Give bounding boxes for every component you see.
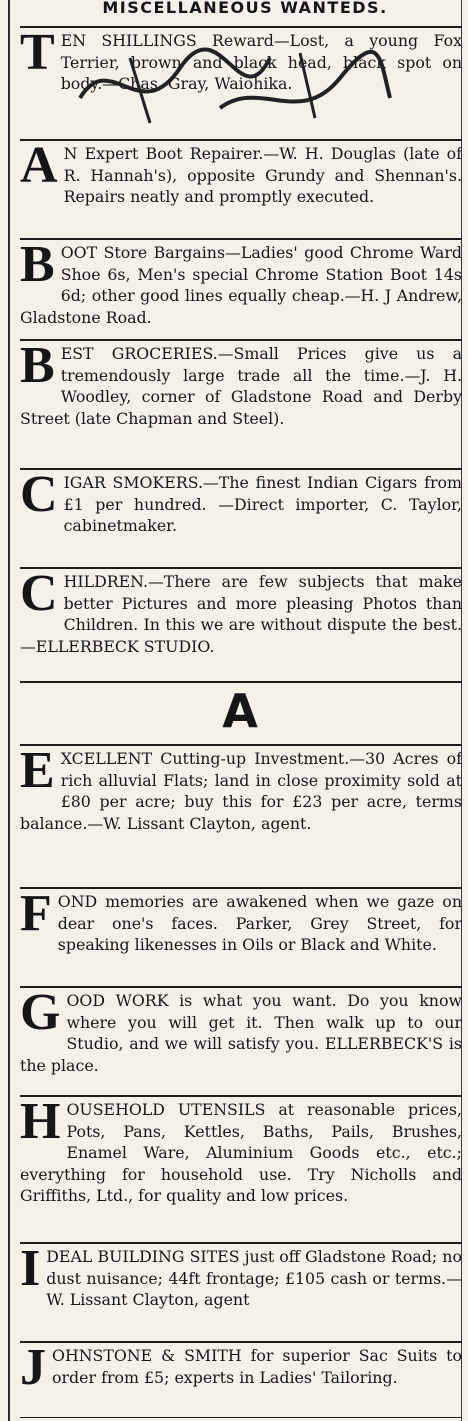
divider (20, 887, 462, 889)
drop-cap: B (20, 343, 55, 394)
ad-boot-store (20, 242, 462, 336)
drop-cap: H (20, 1099, 61, 1150)
divider (20, 986, 462, 988)
section-letter: A (222, 684, 258, 738)
ad-excellent-investment (20, 748, 462, 884)
ad-text: N Expert Boot Repairer.—W. H. Douglas (late of R. Hannah's), opposite Grundy and Shennan's. Repairs neatly and promptly executed. (63, 144, 462, 206)
divider (20, 139, 462, 141)
divider (20, 1242, 462, 1244)
divider (20, 468, 462, 470)
ad-fond-memories (20, 891, 462, 983)
section-header: MISCELLANEOUS WANTEDS. (102, 0, 388, 17)
divider (20, 1095, 462, 1097)
drop-cap: C (20, 472, 58, 523)
ad-text: OOT Store Bargains—Ladies' good Chrome Ward Shoe 6s, Men's special Chrome Station Boot 14s 6d; other good lines equally cheap.—H. J Andrew, Gladstone Road. (20, 243, 462, 327)
drop-cap: T (20, 30, 55, 81)
ad-johnstone-smith (20, 1345, 462, 1415)
ad-text: IGAR SMOKERS.—The finest Indian Cigars from £1 per hundred. —Direct importer, C. Taylor, cabinetmaker. (63, 473, 462, 535)
ad-ten-shillings (20, 30, 462, 136)
drop-cap: E (20, 748, 55, 799)
ad-building-sites (20, 1246, 462, 1338)
drop-cap: B (20, 242, 55, 293)
ad-text: HILDREN.—There are few subjects that make better Pictures and more pleasing Photos than Children. In this we are without dispute the best.—ELLERBECK STUDIO. (20, 572, 462, 656)
divider (20, 238, 462, 240)
divider (20, 681, 462, 683)
ad-text: OND memories are awakened when we gaze on dear one's faces. Parker, Grey Street, for speaking likenesses in Oils or Black and White. (57, 892, 462, 954)
ad-text: DEAL BUILDING SITES just off Gladstone Road; no dust nuisance; 44ft frontage; £105 cash or terms.—W. Lissant Clayton, agent (46, 1247, 462, 1309)
drop-cap: G (20, 990, 61, 1041)
ad-text: OUSEHOLD UTENSILS at reasonable prices, Pots, Pans, Kettles, Baths, Pails, Brushes, Enamel Ware, Aluminium Goods etc., etc.; everything for household use. Try Nicholls and Griffiths, Ltd., for quality and low prices. (20, 1100, 462, 1205)
ad-text: EN SHILLINGS Reward—Lost, a young Fox Terrier, brown and black head, black spot on body.—Chas. Gray, Waiohika. (60, 31, 462, 93)
ad-text: EST GROCERIES.—Small Prices give us a tremendously large trade all the time.—J. H. Woodley, corner of Gladstone Road and Derby Street (late Chapman and Steel). (20, 344, 462, 428)
ad-text: XCELLENT Cutting-up Investment.—30 Acres of rich alluvial Flats; land in close proximity sold at £80 per acre; buy this for £23 per acre, terms balance.—W. Lissant Clayton, agent. (20, 749, 462, 833)
ad-cigar-smokers (20, 472, 462, 564)
ad-household-utensils (20, 1099, 462, 1239)
divider (20, 744, 462, 746)
drop-cap: C (20, 571, 58, 622)
divider (20, 1417, 462, 1418)
divider (20, 339, 462, 341)
ad-boot-repairer (20, 143, 462, 235)
ad-groceries (20, 343, 462, 465)
drop-cap: I (20, 1246, 41, 1297)
divider (20, 567, 462, 569)
ad-children-studio (20, 571, 462, 677)
ad-good-work (20, 990, 462, 1092)
drop-cap: A (20, 143, 58, 194)
ad-text: OHNSTONE & SMITH for superior Sac Suits to order from £5; experts in Ladies' Tailoring. (52, 1346, 462, 1387)
drop-cap: J (20, 1345, 46, 1396)
drop-cap: F (20, 891, 52, 942)
ad-text: OOD WORK is what you want. Do you know where you will get it. Then walk up to our Studio, and we will satisfy you. ELLERBECK'S is the place. (20, 991, 462, 1075)
divider (20, 1341, 462, 1343)
divider (20, 26, 462, 28)
